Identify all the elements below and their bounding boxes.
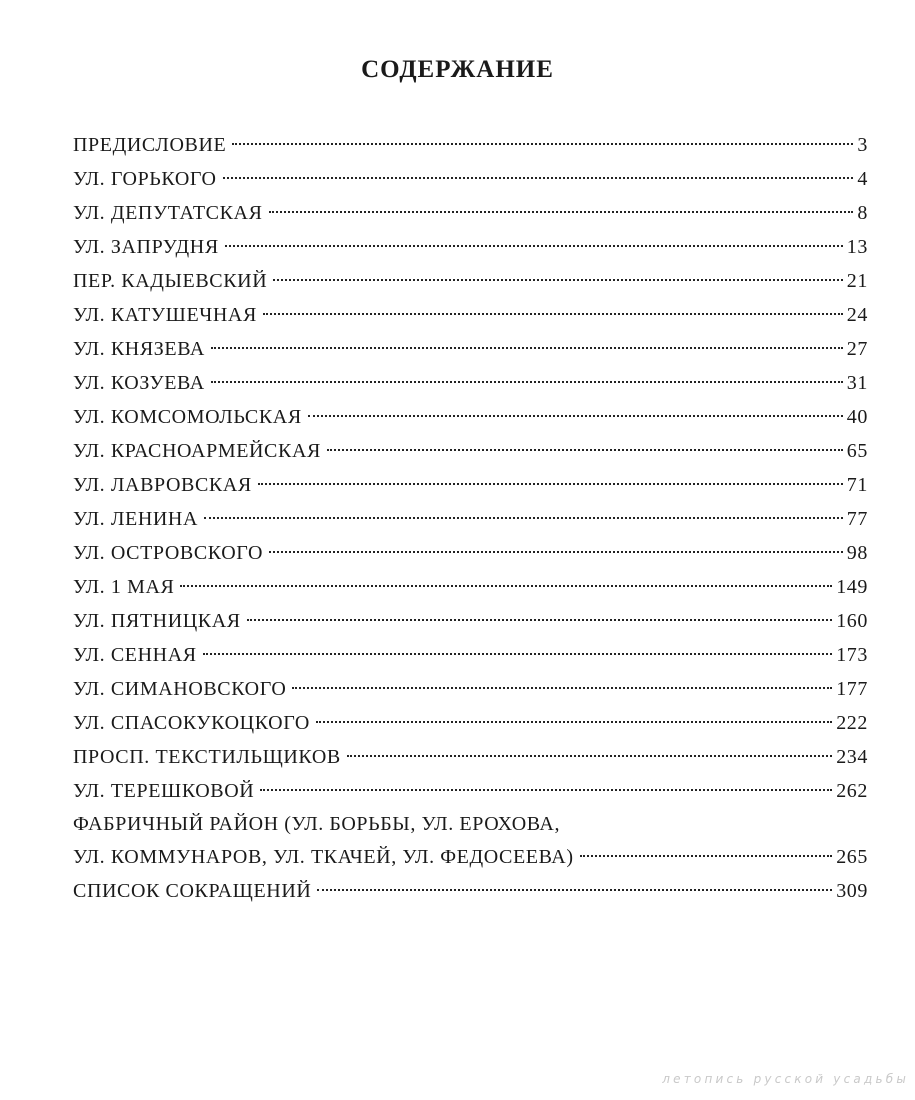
dot-leader [317, 889, 832, 891]
dot-leader [203, 653, 832, 655]
dot-leader [269, 551, 843, 553]
dot-leader [580, 855, 833, 857]
toc-entry-simanovskogo [73, 672, 868, 706]
dot-leader [211, 381, 843, 383]
toc-entry-label: УЛ. ДЕПУТАТСКАЯ [73, 202, 263, 224]
toc-entry-page: 65 [846, 440, 868, 462]
toc-entry-page: 173 [836, 644, 868, 666]
toc-entry-spasokukotskogo [73, 706, 868, 740]
toc-entry-label: ПРОСП. ТЕКСТИЛЬЩИКОВ [73, 746, 341, 768]
toc-entry-gorkogo [73, 162, 868, 196]
toc-entry-label: УЛ. ЗАПРУДНЯ [73, 236, 219, 258]
dot-leader [269, 211, 854, 213]
toc-entry-knyazeva [73, 332, 868, 366]
toc-entry-page: 27 [846, 338, 868, 360]
dot-leader [308, 415, 843, 417]
toc-entry-label: УЛ. СЕННАЯ [73, 644, 197, 666]
dot-leader [273, 279, 843, 281]
toc-entry-page: 177 [836, 678, 868, 700]
toc-entry-page: 71 [846, 474, 868, 496]
toc-entry-lenina [73, 502, 868, 536]
toc-entry-abbreviations [73, 874, 868, 908]
dot-leader [204, 517, 843, 519]
toc-entry-page: 234 [836, 746, 868, 768]
table-of-contents [73, 128, 868, 908]
watermark: летопись русской усадьбы [662, 1072, 909, 1086]
toc-entry-kadyevsky [73, 264, 868, 298]
toc-entry-page: 21 [846, 270, 868, 292]
toc-entry-page: 265 [836, 846, 868, 868]
toc-entry-ostrovskogo [73, 536, 868, 570]
toc-entry-1-maya [73, 570, 868, 604]
dot-leader [347, 755, 832, 757]
toc-entry-page: 149 [836, 576, 868, 598]
toc-entry-label: СПИСОК СОКРАЩЕНИЙ [73, 880, 312, 902]
toc-entry-label: УЛ. СПАСОКУКОЦКОГО [73, 712, 310, 734]
toc-entry-page: 13 [846, 236, 868, 258]
toc-entry-label: ПЕР. КАДЫЕВСКИЙ [73, 270, 268, 292]
toc-entry-label: УЛ. КРАСНОАРМЕЙСКАЯ [73, 440, 321, 462]
toc-entry-label: УЛ. ПЯТНИЦКАЯ [73, 610, 241, 632]
toc-entry-foreword [73, 128, 868, 162]
toc-entry-label: УЛ. ЛЕНИНА [73, 508, 199, 530]
toc-entry-label: УЛ. КОММУНАРОВ, УЛ. ТКАЧЕЙ, УЛ. ФЕДОСЕЕВА) [73, 846, 574, 868]
toc-entry-label: УЛ. КНЯЗЕВА [73, 338, 205, 360]
dot-leader [316, 721, 832, 723]
toc-entry-page: 31 [846, 372, 868, 394]
toc-entry-page: 262 [836, 780, 868, 802]
toc-entry-page: 3 [857, 134, 868, 156]
toc-entry-label: ПРЕДИСЛОВИЕ [73, 134, 227, 156]
toc-entry-kozueva [73, 366, 868, 400]
dot-leader [327, 449, 843, 451]
toc-entry-label: УЛ. СИМАНОВСКОГО [73, 678, 287, 700]
toc-entry-page: 4 [857, 168, 868, 190]
toc-entry-sennaya [73, 638, 868, 672]
toc-entry-page: 160 [836, 610, 868, 632]
dot-leader [258, 483, 843, 485]
toc-entry-page: 222 [836, 712, 868, 734]
toc-entry-katushechnaya [73, 298, 868, 332]
toc-entry-page: 77 [846, 508, 868, 530]
dot-leader [223, 177, 854, 179]
toc-entry-label: УЛ. КОЗУЕВА [73, 372, 205, 394]
dot-leader [225, 245, 843, 247]
page-title: СОДЕРЖАНИЕ [361, 56, 554, 83]
dot-leader [180, 585, 832, 587]
toc-entry-label: УЛ. КОМСОМОЛЬСКАЯ [73, 406, 302, 428]
toc-entry-krasnoarmeyskaya [73, 434, 868, 468]
toc-entry-tekstilshchikov [73, 740, 868, 774]
toc-entry-deputatskaya [73, 196, 868, 230]
dot-leader [247, 619, 832, 621]
toc-entry-tereshkovoy [73, 774, 868, 808]
toc-entry-page: 24 [846, 304, 868, 326]
dot-leader [232, 143, 853, 145]
dot-leader [211, 347, 843, 349]
toc-entry-zaprudnya [73, 230, 868, 264]
toc-entry-pyatnitskaya [73, 604, 868, 638]
toc-entry-label-line1: ФАБРИЧНЫЙ РАЙОН (УЛ. БОРЬБЫ, УЛ. ЕРОХОВА, [73, 813, 561, 835]
toc-entry-label: УЛ. ОСТРОВСКОГО [73, 542, 263, 564]
toc-entry-label: УЛ. ТЕРЕШКОВОЙ [73, 780, 255, 802]
toc-entry-label: УЛ. 1 МАЯ [73, 576, 175, 598]
toc-entry-page: 98 [846, 542, 868, 564]
dot-leader [263, 313, 843, 315]
toc-entry-page: 309 [836, 880, 868, 902]
toc-entry-komsomolskaya [73, 400, 868, 434]
toc-entry-lavrovskaya [73, 468, 868, 502]
dot-leader [292, 687, 832, 689]
toc-entry-page: 40 [846, 406, 868, 428]
toc-entry-fabrichny-rayon [73, 808, 868, 874]
toc-entry-label: УЛ. ГОРЬКОГО [73, 168, 217, 190]
toc-entry-label: УЛ. КАТУШЕЧНАЯ [73, 304, 257, 326]
toc-entry-label: УЛ. ЛАВРОВСКАЯ [73, 474, 252, 496]
dot-leader [260, 789, 832, 791]
toc-entry-page: 8 [857, 202, 868, 224]
